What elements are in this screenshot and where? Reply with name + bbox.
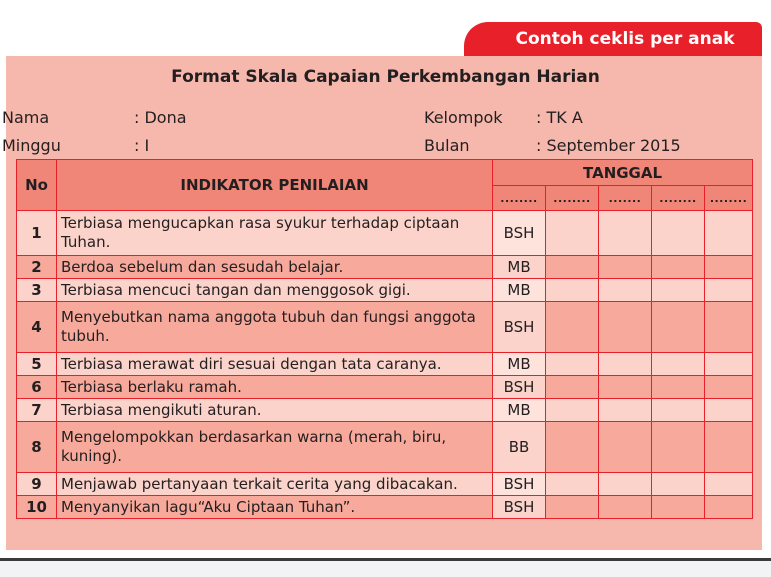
date-cell-empty: [599, 353, 652, 376]
row-indikator: Menjawab pertanyaan terkait cerita yang dibacakan.: [57, 473, 493, 496]
row-number: 9: [17, 473, 57, 496]
row-indikator: Berdoa sebelum dan sesudah belajar.: [57, 256, 493, 279]
form-title: Format Skala Capaian Perkembangan Harian: [171, 67, 600, 87]
bulan-label: Bulan: [424, 136, 470, 155]
nama-value: : Dona: [134, 108, 187, 127]
date-cell-empty: [599, 399, 652, 422]
row-number: 4: [17, 302, 57, 353]
date-cell-empty: [599, 496, 652, 519]
row-number: 10: [17, 496, 57, 519]
date-cell-empty: [705, 376, 753, 399]
row-indikator: Mengelompokkan berdasarkan warna (merah, biru, kuning).: [57, 422, 493, 473]
row-nilai: BSH: [493, 376, 546, 399]
row-indikator: Terbiasa berlaku ramah.: [57, 376, 493, 399]
date-cell-empty: [705, 211, 753, 256]
date-cell-empty: [652, 302, 705, 353]
row-nilai: MB: [493, 279, 546, 302]
row-indikator: Menyebutkan nama anggota tubuh dan fungsi anggota tubuh.: [57, 302, 493, 353]
row-nilai: BSH: [493, 473, 546, 496]
date-placeholder: .......: [599, 186, 652, 211]
date-cell-empty: [546, 256, 599, 279]
date-placeholder: ........: [546, 186, 599, 211]
date-cell-empty: [599, 422, 652, 473]
date-cell-empty: [599, 211, 652, 256]
table-row: [17, 256, 753, 279]
bulan-value: : September 2015: [536, 136, 681, 155]
row-nilai: BSH: [493, 211, 546, 256]
row-number: 7: [17, 399, 57, 422]
date-cell-empty: [652, 256, 705, 279]
date-cell-empty: [705, 256, 753, 279]
table-row: [17, 496, 753, 519]
date-cell-empty: [546, 496, 599, 519]
date-cell-empty: [705, 399, 753, 422]
date-cell-empty: [705, 353, 753, 376]
table-row: [17, 422, 753, 473]
date-cell-empty: [546, 422, 599, 473]
kelompok-label: Kelompok: [424, 108, 503, 127]
date-placeholder: ........: [493, 186, 546, 211]
minggu-label: Minggu: [2, 136, 61, 155]
table-row: [17, 399, 753, 422]
date-cell-empty: [546, 376, 599, 399]
row-indikator: Terbiasa merawat diri sesuai dengan tata caranya.: [57, 353, 493, 376]
row-nilai: MB: [493, 256, 546, 279]
date-cell-empty: [546, 399, 599, 422]
date-cell-empty: [599, 376, 652, 399]
date-cell-empty: [599, 473, 652, 496]
table-row: [17, 473, 753, 496]
date-cell-empty: [652, 422, 705, 473]
checklist-tab-label: Contoh ceklis per anak: [464, 22, 762, 56]
row-nilai: MB: [493, 353, 546, 376]
table-body: [17, 211, 753, 519]
date-cell-empty: [652, 376, 705, 399]
header-no: No: [17, 160, 57, 211]
date-cell-empty: [705, 422, 753, 473]
row-nilai: BSH: [493, 496, 546, 519]
table-row: [17, 302, 753, 353]
date-cell-empty: [705, 496, 753, 519]
date-cell-empty: [546, 279, 599, 302]
table-row: [17, 211, 753, 256]
row-indikator: Terbiasa mengikuti aturan.: [57, 399, 493, 422]
row-number: 3: [17, 279, 57, 302]
date-cell-empty: [705, 302, 753, 353]
date-cell-empty: [546, 473, 599, 496]
date-cell-empty: [546, 302, 599, 353]
date-cell-empty: [652, 353, 705, 376]
row-number: 8: [17, 422, 57, 473]
row-number: 5: [17, 353, 57, 376]
bottom-strip: [0, 561, 771, 577]
row-indikator: Menyanyikan lagu“Aku Ciptaan Tuhan”.: [57, 496, 493, 519]
row-number: 6: [17, 376, 57, 399]
row-number: 2: [17, 256, 57, 279]
date-cell-empty: [652, 399, 705, 422]
minggu-value: : I: [134, 136, 150, 155]
date-cell-empty: [652, 211, 705, 256]
date-placeholder: ........: [652, 186, 705, 211]
date-cell-empty: [546, 353, 599, 376]
header-tanggal: TANGGAL: [493, 160, 753, 186]
table-row: [17, 376, 753, 399]
row-number: 1: [17, 211, 57, 256]
row-indikator: Terbiasa mencuci tangan dan menggosok gigi.: [57, 279, 493, 302]
date-placeholder: ........: [705, 186, 753, 211]
row-nilai: BB: [493, 422, 546, 473]
date-cell-empty: [705, 473, 753, 496]
date-cell-empty: [599, 302, 652, 353]
header-indikator: INDIKATOR PENILAIAN: [57, 160, 493, 211]
assessment-table: [16, 159, 753, 519]
date-cell-empty: [599, 279, 652, 302]
date-cell-empty: [705, 279, 753, 302]
row-indikator: Terbiasa mengucapkan rasa syukur terhadap ciptaan Tuhan.: [57, 211, 493, 256]
date-cell-empty: [546, 211, 599, 256]
table-row: [17, 279, 753, 302]
table-row: [17, 353, 753, 376]
date-cell-empty: [652, 279, 705, 302]
nama-label: Nama: [2, 108, 50, 127]
date-cell-empty: [652, 496, 705, 519]
row-nilai: BSH: [493, 302, 546, 353]
date-cell-empty: [652, 473, 705, 496]
kelompok-value: : TK A: [536, 108, 583, 127]
date-cell-empty: [599, 256, 652, 279]
row-nilai: MB: [493, 399, 546, 422]
